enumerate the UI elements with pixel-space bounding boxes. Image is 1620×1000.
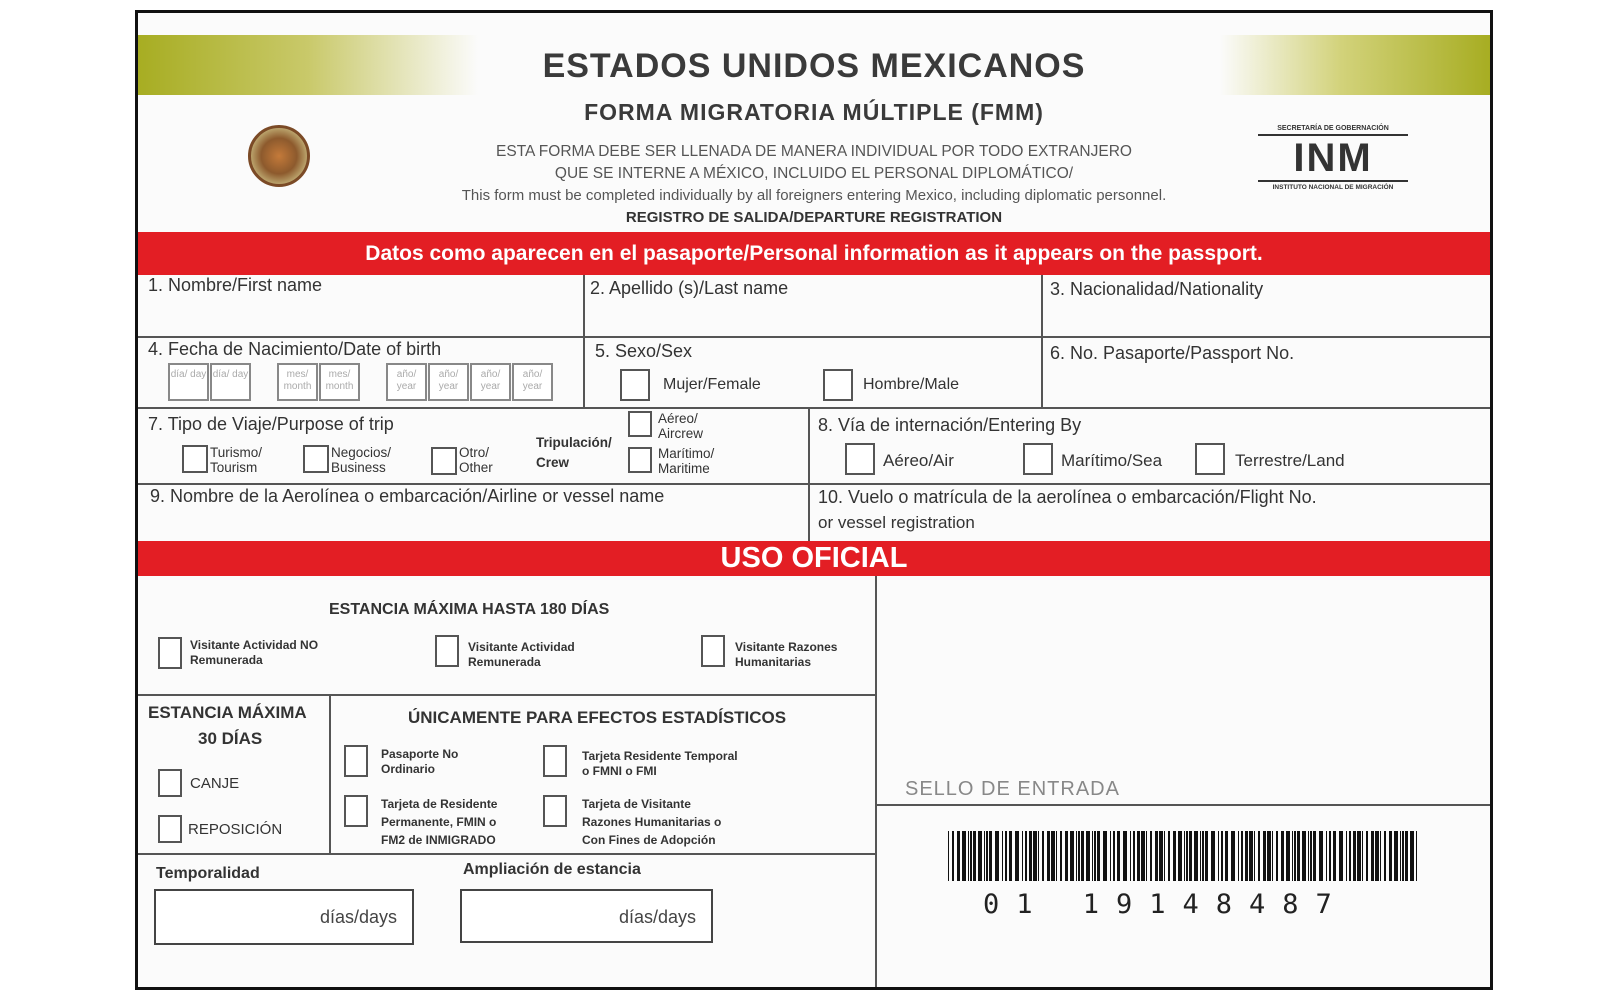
land-label: Terrestre/Land [1235, 451, 1345, 470]
perm-resident-checkbox[interactable] [344, 795, 368, 827]
purpose-label: 7. Tipo de Viaje/Purpose of trip [148, 414, 394, 434]
dob-day-box[interactable]: día/ day [210, 363, 251, 401]
barcode-bar [1313, 831, 1316, 881]
statistics-title: ÚNICAMENTE PARA EFECTOS ESTADÍSTICOS [408, 708, 787, 727]
barcode-bar [1103, 831, 1107, 881]
barcode-bar [1211, 831, 1215, 881]
barcode-bar [1141, 831, 1145, 881]
barcode-bar [1070, 831, 1074, 881]
crew-label: Tripulación/ Crew [536, 435, 612, 470]
barcode-bar [984, 831, 985, 881]
barcode-bar [1286, 831, 1290, 881]
reposicion-checkbox[interactable] [158, 815, 182, 843]
col-divider [329, 694, 331, 854]
barcode-bar [1353, 831, 1356, 881]
barcode-bar [1410, 831, 1414, 881]
barcode-bar [1254, 831, 1255, 881]
max-stay-30-days: 30 DÍAS [198, 729, 263, 748]
barcode-bar [1047, 831, 1050, 881]
sex-label: 5. Sexo/Sex [595, 341, 693, 361]
barcode-bar [1384, 831, 1386, 881]
barcode-bar [1060, 831, 1062, 881]
dob-month-box[interactable]: mes/ month [319, 363, 360, 401]
barcode-bar [1065, 831, 1068, 881]
barcode-bar [1225, 831, 1228, 881]
barcode-bar [1245, 831, 1248, 881]
barcode-bar [1113, 831, 1115, 881]
barcode-bar [1249, 831, 1253, 881]
inm-logo-top: SECRETARÍA DE GOBERNACIÓN [1258, 125, 1408, 136]
barcode-bar [1178, 831, 1182, 881]
barcode-bar [1394, 831, 1398, 881]
barcode-bar [1056, 831, 1057, 881]
col-divider [808, 407, 810, 544]
barcode-bar [1123, 831, 1127, 881]
non-ordinary-passport-label: Pasaporte No Ordinario [381, 747, 459, 776]
col-divider [1041, 275, 1043, 408]
barcode-bar [989, 831, 992, 881]
barcode-bar [1329, 831, 1331, 881]
maritime-checkbox[interactable] [628, 447, 652, 473]
barcode-bar [1184, 831, 1185, 881]
air-checkbox[interactable] [845, 443, 875, 475]
barcode-bar [1357, 831, 1361, 881]
barcode-bar [1276, 831, 1278, 881]
female-checkbox[interactable] [620, 369, 650, 401]
barcode-bar [1400, 831, 1401, 881]
barcode-bar [1238, 831, 1239, 881]
fmm-form [135, 10, 1493, 990]
barcode-bar [1164, 831, 1165, 881]
col-divider [875, 576, 877, 990]
barcode-bar [1371, 831, 1374, 881]
land-checkbox[interactable] [1195, 443, 1225, 475]
barcode-bar [1308, 831, 1309, 881]
male-label: Hombre/Male [863, 376, 960, 393]
barcode-bar [1150, 831, 1152, 881]
flight-label: 10. Vuelo o matrícula de la aerolínea o embarcación/Flight No. [818, 487, 1317, 507]
inm-logo [1258, 125, 1408, 195]
last-name-label: 2. Apellido (s)/Last name [590, 278, 789, 298]
dob-year-box[interactable]: año/ year [512, 363, 553, 401]
entering-by-label: 8. Vía de internación/Entering By [818, 415, 1082, 435]
temp-resident-checkbox[interactable] [543, 745, 567, 777]
barcode-bar [1205, 831, 1208, 881]
row-divider [138, 336, 1493, 338]
barcode-bar [1380, 831, 1381, 881]
barcode-bar [1186, 831, 1188, 881]
tourism-checkbox[interactable] [182, 445, 208, 473]
row-divider [877, 804, 1493, 806]
extension-label: Ampliación de estancia [463, 861, 641, 878]
barcode-bar [1416, 831, 1417, 881]
dob-month-box[interactable]: mes/ month [277, 363, 318, 401]
serial-number: 01 19148487 [983, 889, 1349, 920]
barcode-bar [1218, 831, 1219, 881]
barcode-bar [1005, 831, 1007, 881]
female-label: Mujer/Female [663, 376, 761, 393]
barcode-bar [1168, 831, 1170, 881]
temporality-label: Temporalidad [156, 865, 260, 882]
barcode-bar [978, 831, 982, 881]
nationality-label: 3. Nacionalidad/Nationality [1050, 279, 1264, 299]
barcode-bar [952, 831, 954, 881]
visitor-humanitarian-checkbox[interactable] [701, 635, 725, 667]
row-divider [138, 853, 877, 855]
dob-year-box[interactable]: año/ year [386, 363, 427, 401]
maritime-label: Marítimo/ Maritime [658, 446, 715, 476]
airline-label: 9. Nombre de la Aerolínea o embarcación/Airline or vessel name [150, 486, 665, 506]
flight-label-2: or vessel registration [818, 513, 975, 532]
barcode-bar [1333, 831, 1336, 881]
barcode-bar [1033, 831, 1037, 881]
barcode-bar [1272, 831, 1273, 881]
barcode-bar [1200, 831, 1201, 881]
visitor-unpaid-label: Visitante Actividad NO Remunerada [190, 638, 319, 667]
air-label: Aéreo/Air [883, 451, 954, 470]
barcode-bar [1092, 831, 1093, 881]
barcode-bar [1231, 831, 1235, 881]
barcode-bar [1038, 831, 1039, 881]
sea-label: Marítimo/Sea [1061, 451, 1163, 470]
tourism-label: Turismo/ Tourism [210, 445, 263, 475]
barcode-bar [1042, 831, 1044, 881]
barcode-bar [1189, 831, 1192, 881]
barcode-bar [957, 831, 960, 881]
official-use-banner: USO OFICIAL [138, 541, 1490, 576]
barcode-bar [1346, 831, 1347, 881]
visitor-card-label: Tarjeta de Visitante Razones Humanitarias o Con Fines de Adopción [582, 797, 722, 847]
non-ordinary-passport-checkbox[interactable] [344, 745, 368, 777]
barcode-bar [1294, 831, 1296, 881]
dob-label: 4. Fecha de Nacimiento/Date of birth [148, 339, 442, 359]
barcode-bar [1292, 831, 1293, 881]
barcode-bar [1022, 831, 1023, 881]
barcode-bar [1094, 831, 1096, 881]
barcode-bar [1137, 831, 1140, 881]
entry-stamp-label: SELLO DE ENTRADA [905, 778, 1120, 800]
barcode-bar [1159, 831, 1163, 881]
barcode-bar [1078, 831, 1080, 881]
barcode-bar [1221, 831, 1223, 881]
barcode-bar [1258, 831, 1260, 881]
other-checkbox[interactable] [431, 447, 457, 475]
row-divider [138, 483, 1493, 485]
registration-title: REGISTRO DE SALIDA/DEPARTURE REGISTRATION [625, 209, 1003, 226]
canje-label: CANJE [190, 775, 240, 792]
barcode-bar [1117, 831, 1120, 881]
barcode-bar [1051, 831, 1055, 881]
barcode-bar [1002, 831, 1003, 881]
barcode-bar [1302, 831, 1306, 881]
barcode-bar [948, 831, 949, 881]
visitor-paid-label: Visitante Actividad Remunerada [468, 640, 575, 669]
barcode-bar [1349, 831, 1351, 881]
other-label: Otro/ Other [459, 445, 493, 475]
visitor-unpaid-checkbox[interactable] [158, 637, 182, 669]
barcode-bar [968, 831, 969, 881]
mexico-seal-icon [248, 125, 310, 187]
barcode-bar [1241, 831, 1243, 881]
instruction-line-2: QUE SE INTERNE A MÉXICO, INCLUIDO EL PERSONAL DIPLOMÁTICO/ [554, 165, 1074, 182]
dob-day-box[interactable]: día/ day [168, 363, 209, 401]
barcode-bar [1339, 831, 1343, 881]
max-stay-180-title: ESTANCIA MÁXIMA HASTA 180 DÍAS [329, 601, 610, 618]
dob-year-box[interactable]: año/ year [470, 363, 511, 401]
barcode-bar [1076, 831, 1077, 881]
barcode-bar [1130, 831, 1131, 881]
barcode-bar [1402, 831, 1404, 881]
barcode-bar [986, 831, 988, 881]
inm-logo-mark: INM [1293, 136, 1373, 180]
barcode-bar [1025, 831, 1027, 881]
visitor-humanitarian-label: Visitante Razones Humanitarias [735, 640, 838, 669]
inm-logo-bottom: INSTITUTO NACIONAL DE MIGRACIÓN [1258, 180, 1408, 191]
visitor-paid-checkbox[interactable] [435, 635, 459, 667]
barcode-bar [970, 831, 972, 881]
barcode-bar [1362, 831, 1363, 881]
barcode-bar [1081, 831, 1084, 881]
form-title: ESTADOS UNIDOS MEXICANOS [542, 47, 1086, 85]
barcode-bar [1009, 831, 1012, 881]
barcode-bar [962, 831, 966, 881]
sea-checkbox[interactable] [1023, 443, 1053, 475]
barcode-bar [1326, 831, 1327, 881]
barcode-bar [973, 831, 976, 881]
barcode-bar [1319, 831, 1323, 881]
barcode-bar [1405, 831, 1408, 881]
first-name-label: 1. Nombre/First name [148, 275, 323, 295]
dob-year-box[interactable]: año/ year [428, 363, 469, 401]
barcode-bar [1366, 831, 1368, 881]
extension-days-label: días/days [619, 907, 697, 927]
male-checkbox[interactable] [823, 369, 853, 401]
instruction-line-1: ESTA FORMA DEBE SER LLENADA DE MANERA INDIVIDUAL POR TODO EXTRANJERO [496, 143, 1132, 160]
barcode-bar [1086, 831, 1090, 881]
personal-info-banner: Datos como aparecen en el pasaporte/Personal information as it appears on the passport. [138, 232, 1490, 275]
aircrew-checkbox[interactable] [628, 411, 652, 437]
barcode-bar [1097, 831, 1100, 881]
reposicion-label: REPOSICIÓN [188, 821, 283, 838]
barcode-bar [1110, 831, 1111, 881]
barcode [948, 831, 1418, 881]
passport-label: 6. No. Pasaporte/Passport No. [1050, 343, 1295, 363]
barcode-bar [1173, 831, 1176, 881]
temp-resident-label: Tarjeta Residente Temporal o FMNI o FMI [582, 749, 738, 778]
canje-checkbox[interactable] [158, 769, 182, 797]
business-label: Negocios/ Business [331, 445, 392, 475]
barcode-bar [1310, 831, 1312, 881]
form-subtitle: FORMA MIGRATORIA MÚLTIPLE (FMM) [584, 99, 1044, 125]
barcode-bar [1015, 831, 1019, 881]
business-checkbox[interactable] [303, 445, 329, 473]
barcode-bar [1267, 831, 1271, 881]
barcode-bar [1375, 831, 1379, 881]
perm-resident-label: Tarjeta de Residente Permanente, FMIN o FM2 de INMIGRADO [381, 797, 498, 847]
barcode-bar [995, 831, 999, 881]
col-divider [583, 275, 585, 408]
barcode-bar [1146, 831, 1147, 881]
aircrew-label: Aéreo/ Aircrew [658, 411, 704, 441]
visitor-card-checkbox[interactable] [543, 795, 567, 827]
instruction-line-3: This form must be completed individually by all foreigners entering Mexico, including diplomatic personnel. [461, 187, 1167, 204]
row-divider [138, 407, 1493, 409]
barcode-bar [1202, 831, 1204, 881]
barcode-bar [1133, 831, 1135, 881]
barcode-bar [1281, 831, 1284, 881]
barcode-bar [1155, 831, 1158, 881]
max-stay-30-title: ESTANCIA MÁXIMA [148, 703, 307, 722]
barcode-bar [1263, 831, 1266, 881]
temporality-days-label: días/days [320, 907, 398, 927]
barcode-bar [1194, 831, 1198, 881]
barcode-bar [1297, 831, 1300, 881]
barcode-bar [1029, 831, 1032, 881]
barcode-bar [1389, 831, 1392, 881]
row-divider [138, 694, 877, 696]
